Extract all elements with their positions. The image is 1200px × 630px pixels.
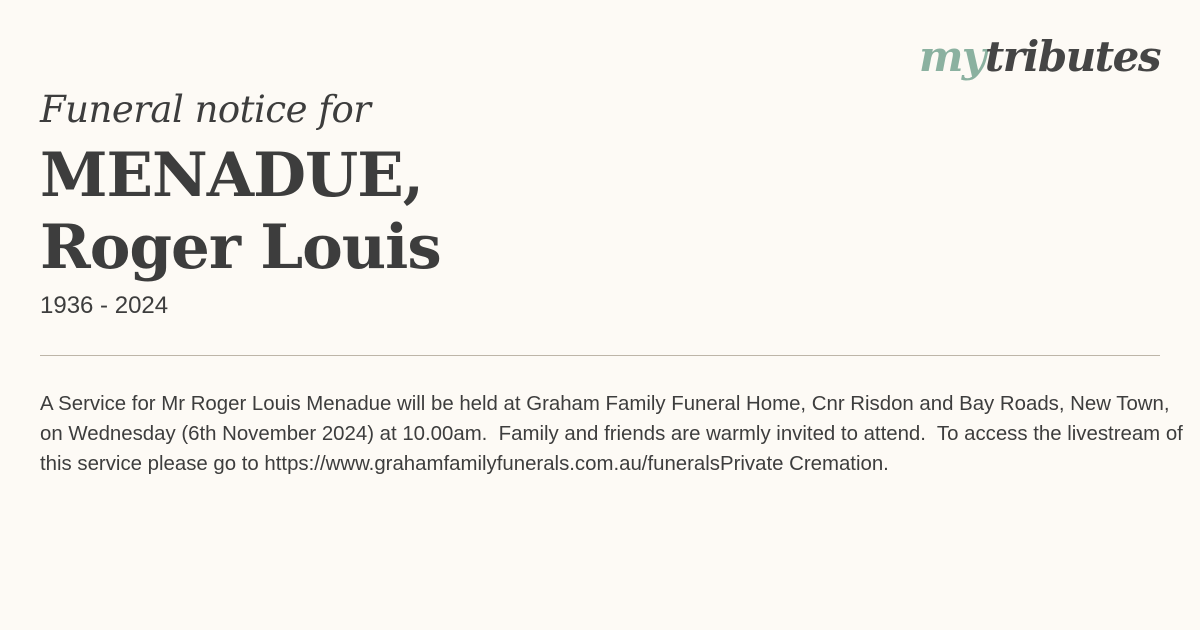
notice-body-text: A Service for Mr Roger Louis Menadue will be held at Graham Family Funeral Home, Cnr Risdon and Bay Roads, New Town, on Wednesday (6th November 2024) at 10.00am. Family and friends are warmly invited to attend. To access the livestream of this service please go to https://www.grahamfamilyfunerals.com.au/funeralsPrivate Cremation.: [40, 393, 1189, 475]
divider: [40, 355, 1160, 356]
notice-pre-title: Funeral notice for: [40, 88, 371, 131]
life-dates: 1936 - 2024: [40, 292, 169, 319]
logo-tributes-text: tributes: [984, 32, 1160, 81]
logo-my-text: my: [918, 32, 985, 81]
deceased-name: [40, 140, 441, 284]
deceased-surname: MENADUE,: [40, 140, 423, 211]
mytributes-logo[interactable]: [918, 32, 1160, 81]
deceased-given-names: Roger Louis: [40, 212, 441, 283]
